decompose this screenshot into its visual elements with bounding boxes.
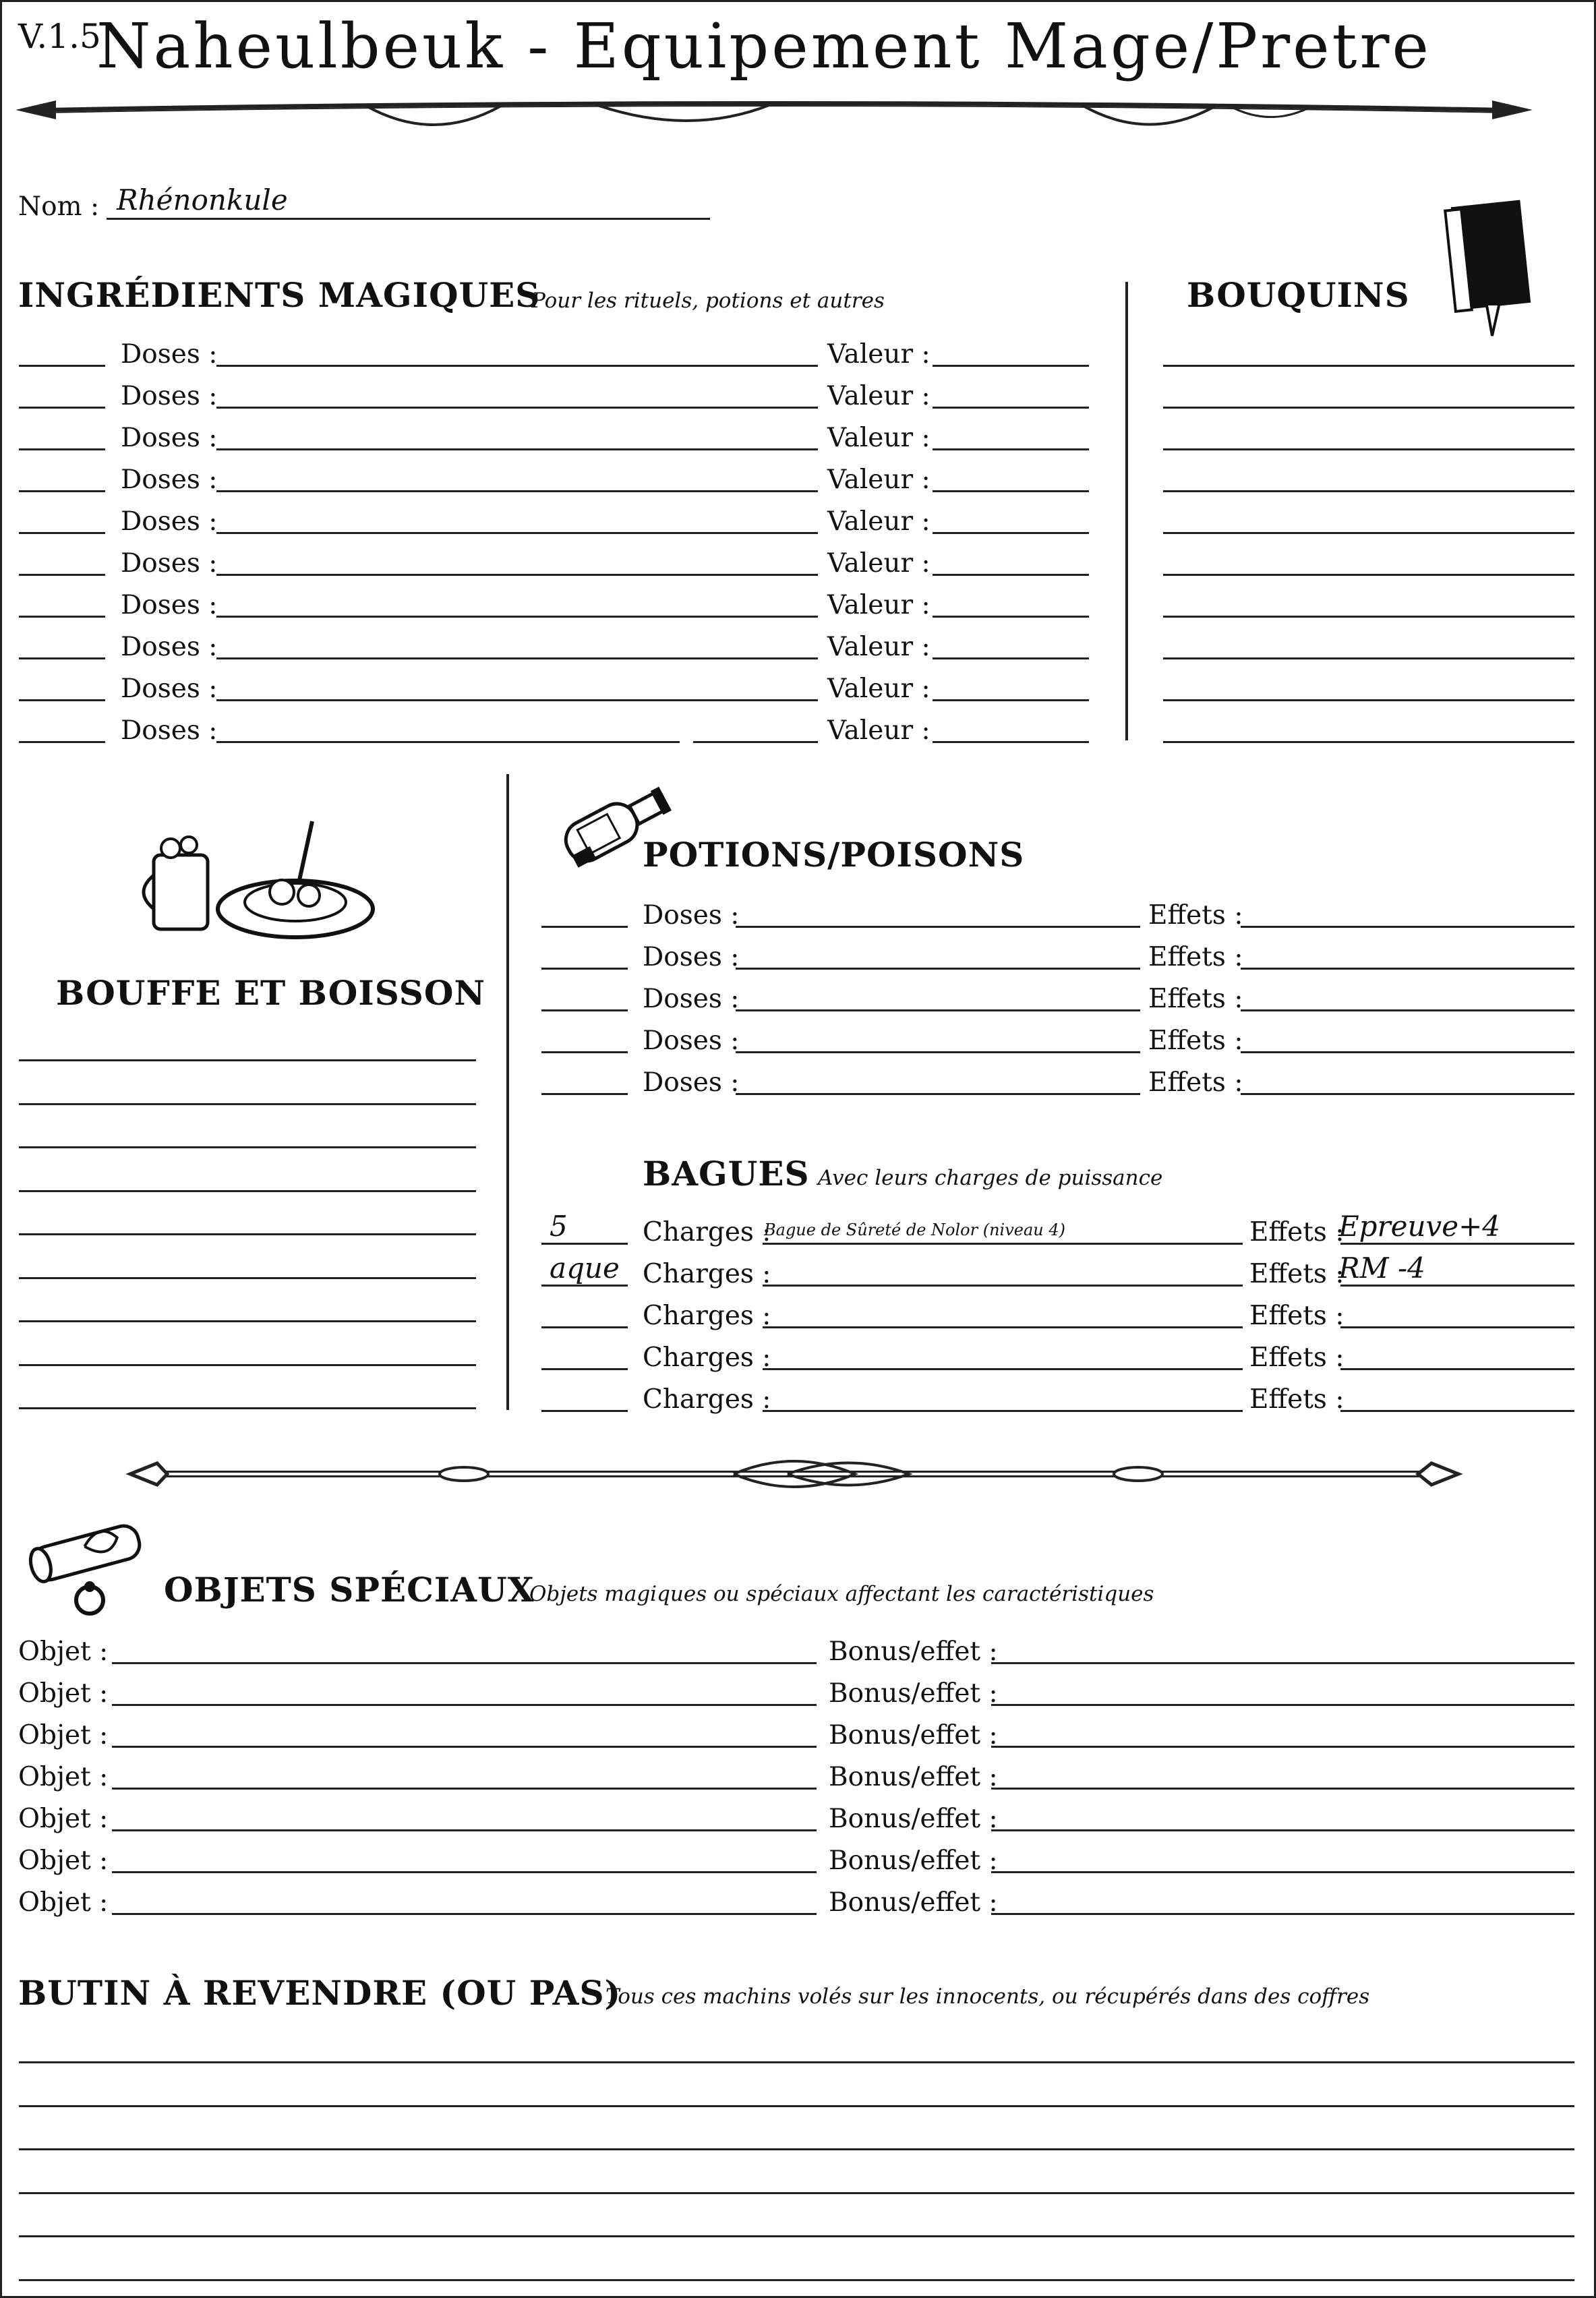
ingredient-doses-label: Doses : xyxy=(121,715,218,746)
bouffe-potions-divider xyxy=(506,774,509,1410)
objet-line[interactable] xyxy=(112,1871,817,1873)
ingredient-qty-line[interactable] xyxy=(19,532,105,534)
ingredient-valeur-label: Valeur : xyxy=(827,590,930,620)
spear-divider-icon xyxy=(16,90,1533,144)
bouquin-line[interactable] xyxy=(1163,490,1574,492)
potion-qty-line[interactable] xyxy=(541,1093,628,1095)
bague-effets-label: Effets : xyxy=(1249,1343,1344,1373)
bouffe-line[interactable] xyxy=(19,1233,476,1235)
bague-charges-label: Charges : xyxy=(643,1301,771,1331)
butin-line[interactable] xyxy=(19,2192,1574,2194)
objet-bonus-label: Bonus/effet : xyxy=(829,1720,998,1750)
food-drink-icon xyxy=(140,808,376,943)
butin-line[interactable] xyxy=(19,2105,1574,2107)
objet-bonus-line[interactable] xyxy=(991,1662,1574,1664)
bouquin-line[interactable] xyxy=(1163,616,1574,618)
potion-effets-label: Effets : xyxy=(1148,900,1243,931)
bague-charges-label: Charges : xyxy=(643,1217,771,1247)
bague-effets-label: Effets : xyxy=(1249,1301,1344,1331)
bague-charges-label: Charges : xyxy=(643,1259,771,1289)
objet-line[interactable] xyxy=(112,1829,817,1831)
bouffe-line[interactable] xyxy=(19,1103,476,1105)
objet-label: Objet : xyxy=(18,1720,109,1750)
bague-qty-line[interactable] xyxy=(541,1410,628,1412)
butin-title: BUTIN À REVENDRE (OU PAS) xyxy=(18,1973,622,2013)
objet-bonus-label: Bonus/effet : xyxy=(829,1678,998,1709)
potion-doses-label: Doses : xyxy=(643,984,740,1014)
objets-subtitle: Objets magiques ou spéciaux affectant les caractéristiques xyxy=(529,1582,1154,1606)
ingredient-qty-line[interactable] xyxy=(19,407,105,409)
ingredient-valeur-line[interactable] xyxy=(933,407,1089,409)
bague-charges-label: Charges : xyxy=(643,1384,771,1415)
ingredient-valeur-line[interactable] xyxy=(933,532,1089,534)
bouffe-line[interactable] xyxy=(19,1059,476,1061)
potion-doses-line[interactable] xyxy=(736,1051,1140,1053)
objet-bonus-line[interactable] xyxy=(991,1704,1574,1706)
objet-line[interactable] xyxy=(112,1746,817,1748)
ingredient-doses-line[interactable] xyxy=(216,407,818,409)
bague-qty-value: aque xyxy=(550,1251,620,1285)
ingredients-subtitle: Pour les rituels, potions et autres xyxy=(531,289,885,313)
ingredient-valeur-line[interactable] xyxy=(933,448,1089,450)
ingredient-qty-line[interactable] xyxy=(19,741,105,743)
bouffe-line[interactable] xyxy=(19,1364,476,1366)
potion-effets-line[interactable] xyxy=(1241,1093,1574,1095)
potion-qty-line[interactable] xyxy=(541,926,628,928)
bague-effets-label: Effets : xyxy=(1249,1384,1344,1415)
ingredient-doses-label: Doses : xyxy=(121,590,218,620)
ingredient-qty-line[interactable] xyxy=(19,490,105,492)
ingredient-doses-label: Doses : xyxy=(121,423,218,453)
bouquin-line[interactable] xyxy=(1163,741,1574,743)
scroll-ring-icon xyxy=(19,1512,167,1620)
potion-effets-line[interactable] xyxy=(1241,968,1574,970)
objet-line[interactable] xyxy=(112,1788,817,1790)
objet-bonus-label: Bonus/effet : xyxy=(829,1887,998,1918)
ingredient-valeur-label: Valeur : xyxy=(827,674,930,704)
page-title: Naheulbeuk - Equipement Mage/Pretre xyxy=(96,10,1431,82)
ingredient-valeur-line[interactable] xyxy=(933,699,1089,701)
ingredient-valeur-line[interactable] xyxy=(933,741,1089,743)
bouquin-line[interactable] xyxy=(1163,699,1574,701)
bague-effets-value: RM -4 xyxy=(1338,1251,1425,1285)
potion-effets-line[interactable] xyxy=(1241,1051,1574,1053)
ingredient-valeur-line[interactable] xyxy=(933,657,1089,659)
bague-effets-label: Effets : xyxy=(1249,1259,1344,1289)
ingredient-doses-line[interactable] xyxy=(216,616,818,618)
ingredient-qty-line[interactable] xyxy=(19,574,105,576)
ingredient-doses-line[interactable] xyxy=(216,657,818,659)
bague-charges-line[interactable] xyxy=(763,1326,1243,1328)
bouffe-line[interactable] xyxy=(19,1320,476,1322)
bague-effets-label: Effets : xyxy=(1249,1217,1344,1247)
objet-bonus-line[interactable] xyxy=(991,1746,1574,1748)
ingredient-valeur-label: Valeur : xyxy=(827,506,930,537)
bouquin-line[interactable] xyxy=(1163,365,1574,367)
bague-charges-line[interactable] xyxy=(763,1368,1243,1370)
bague-charges-line[interactable] xyxy=(763,1410,1243,1412)
ingredient-doses-label: Doses : xyxy=(121,381,218,411)
bouquin-line[interactable] xyxy=(1163,448,1574,450)
bouquin-line[interactable] xyxy=(1163,407,1574,409)
bague-effets-line[interactable] xyxy=(1340,1410,1574,1412)
bagues-subtitle: Avec leurs charges de puissance xyxy=(818,1166,1163,1190)
ingredient-doses-line[interactable] xyxy=(216,448,818,450)
bague-effets-value: Epreuve+4 xyxy=(1338,1210,1501,1243)
bouquin-line[interactable] xyxy=(1163,657,1574,659)
ingredient-doses-line[interactable] xyxy=(216,574,818,576)
potion-doses-label: Doses : xyxy=(643,900,740,931)
ingredient-valeur-label: Valeur : xyxy=(827,339,930,370)
potion-qty-line[interactable] xyxy=(541,1009,628,1011)
bague-charges-label: Charges : xyxy=(643,1343,771,1373)
objet-bonus-line[interactable] xyxy=(991,1788,1574,1790)
bouquin-line[interactable] xyxy=(1163,532,1574,534)
bague-qty-line[interactable] xyxy=(541,1368,628,1370)
bouquin-line[interactable] xyxy=(1163,574,1574,576)
objet-line[interactable] xyxy=(112,1704,817,1706)
bagues-title: BAGUES xyxy=(643,1154,810,1194)
bague-qty-value: 5 xyxy=(550,1210,568,1243)
ingredient-qty-line[interactable] xyxy=(19,365,105,367)
objet-label: Objet : xyxy=(18,1887,109,1918)
ingredient-doses-line[interactable] xyxy=(216,490,818,492)
ingredient-doses-label: Doses : xyxy=(121,465,218,495)
objet-line[interactable] xyxy=(112,1662,817,1664)
bague-qty-line[interactable] xyxy=(541,1285,628,1287)
bague-qty-line[interactable] xyxy=(541,1326,628,1328)
bague-effets-line[interactable] xyxy=(1340,1285,1574,1287)
bouffe-line[interactable] xyxy=(19,1277,476,1279)
ingredient-valeur-label: Valeur : xyxy=(827,632,930,662)
objet-bonus-line[interactable] xyxy=(991,1913,1574,1915)
ingredient-valeur-label: Valeur : xyxy=(827,381,930,411)
butin-line[interactable] xyxy=(19,2148,1574,2150)
ingredient-valeur-line[interactable] xyxy=(933,490,1089,492)
ingredient-valeur-label: Valeur : xyxy=(827,465,930,495)
ingredient-qty-line[interactable] xyxy=(19,699,105,701)
objet-bonus-line[interactable] xyxy=(991,1829,1574,1831)
staff-divider-icon xyxy=(127,1448,1462,1502)
bague-effets-line[interactable] xyxy=(1340,1243,1574,1245)
nom-label: Nom : xyxy=(18,192,100,222)
potions-title: POTIONS/POISONS xyxy=(643,835,1025,875)
ingredient-qty-line[interactable] xyxy=(19,616,105,618)
bouffe-line[interactable] xyxy=(19,1146,476,1148)
ingredient-valeur-label: Valeur : xyxy=(827,715,930,746)
potion-qty-line[interactable] xyxy=(541,968,628,970)
potion-effets-label: Effets : xyxy=(1148,984,1243,1014)
bague-effets-line[interactable] xyxy=(1340,1326,1574,1328)
potion-qty-line[interactable] xyxy=(541,1051,628,1053)
objet-bonus-label: Bonus/effet : xyxy=(829,1637,998,1667)
bouffe-line[interactable] xyxy=(19,1190,476,1192)
potion-doses-line[interactable] xyxy=(736,968,1140,970)
ingredient-qty-line[interactable] xyxy=(19,657,105,659)
potion-doses-label: Doses : xyxy=(643,942,740,972)
objet-label: Objet : xyxy=(18,1846,109,1876)
objet-bonus-label: Bonus/effet : xyxy=(829,1804,998,1834)
ingredient-doses-label: Doses : xyxy=(121,506,218,537)
book-icon xyxy=(1438,198,1533,339)
nom-field-line[interactable] xyxy=(107,218,710,220)
objet-label: Objet : xyxy=(18,1678,109,1709)
bouffe-title: BOUFFE ET BOISSON xyxy=(56,973,486,1013)
potion-doses-line[interactable] xyxy=(736,1009,1140,1011)
potion-doses-label: Doses : xyxy=(643,1067,740,1098)
ingredient-doses-line[interactable] xyxy=(216,699,818,701)
ingredient-doses-label: Doses : xyxy=(121,548,218,579)
potion-doses-line[interactable] xyxy=(736,926,1140,928)
objet-label: Objet : xyxy=(18,1637,109,1667)
ingredient-valeur-line[interactable] xyxy=(933,574,1089,576)
potion-effets-line[interactable] xyxy=(1241,926,1574,928)
ingredient-doses-label: Doses : xyxy=(121,339,218,370)
potion-doses-label: Doses : xyxy=(643,1026,740,1056)
ingredient-valeur-label: Valeur : xyxy=(827,548,930,579)
objet-bonus-label: Bonus/effet : xyxy=(829,1762,998,1792)
potion-effets-label: Effets : xyxy=(1148,942,1243,972)
bouquins-title: BOUQUINS xyxy=(1187,275,1410,315)
ingredient-doses-line[interactable] xyxy=(216,532,818,534)
ingredient-valeur-line[interactable] xyxy=(933,365,1089,367)
objet-line[interactable] xyxy=(112,1913,817,1915)
potion-effets-label: Effets : xyxy=(1148,1067,1243,1098)
potion-doses-line[interactable] xyxy=(736,1093,1140,1095)
objet-label: Objet : xyxy=(18,1762,109,1792)
version-label: V.1.5 xyxy=(18,17,101,56)
objet-bonus-line[interactable] xyxy=(991,1871,1574,1873)
bague-charges-value: Bague de Sûreté de Nolor (niveau 4) xyxy=(764,1220,1065,1239)
bague-charges-line[interactable] xyxy=(763,1243,1243,1245)
ingredients-bouquins-divider xyxy=(1125,282,1128,740)
bague-charges-line[interactable] xyxy=(763,1285,1243,1287)
potion-effets-label: Effets : xyxy=(1148,1026,1243,1056)
objet-label: Objet : xyxy=(18,1804,109,1834)
butin-subtitle: Tous ces machins volés sur les innocents, ou récupérés dans des coffres xyxy=(605,1984,1370,2009)
ingredient-doses-line[interactable] xyxy=(693,741,818,743)
objet-bonus-label: Bonus/effet : xyxy=(829,1846,998,1876)
ingredients-title: INGRÉDIENTS MAGIQUES xyxy=(18,275,541,315)
ingredient-valeur-label: Valeur : xyxy=(827,423,930,453)
bague-qty-line[interactable] xyxy=(541,1243,628,1245)
bague-effets-line[interactable] xyxy=(1340,1368,1574,1370)
ingredient-doses-line[interactable] xyxy=(216,741,680,743)
nom-value: Rhénonkule xyxy=(117,183,288,216)
ingredient-doses-label: Doses : xyxy=(121,632,218,662)
ingredient-qty-line[interactable] xyxy=(19,448,105,450)
potion-effets-line[interactable] xyxy=(1241,1009,1574,1011)
butin-line[interactable] xyxy=(19,2279,1574,2281)
bouffe-line[interactable] xyxy=(19,1407,476,1409)
ingredient-doses-label: Doses : xyxy=(121,674,218,704)
ingredient-valeur-line[interactable] xyxy=(933,616,1089,618)
ingredient-doses-line[interactable] xyxy=(216,365,818,367)
objets-title: OBJETS SPÉCIAUX xyxy=(164,1570,535,1610)
butin-line[interactable] xyxy=(19,2235,1574,2237)
butin-line[interactable] xyxy=(19,2061,1574,2063)
